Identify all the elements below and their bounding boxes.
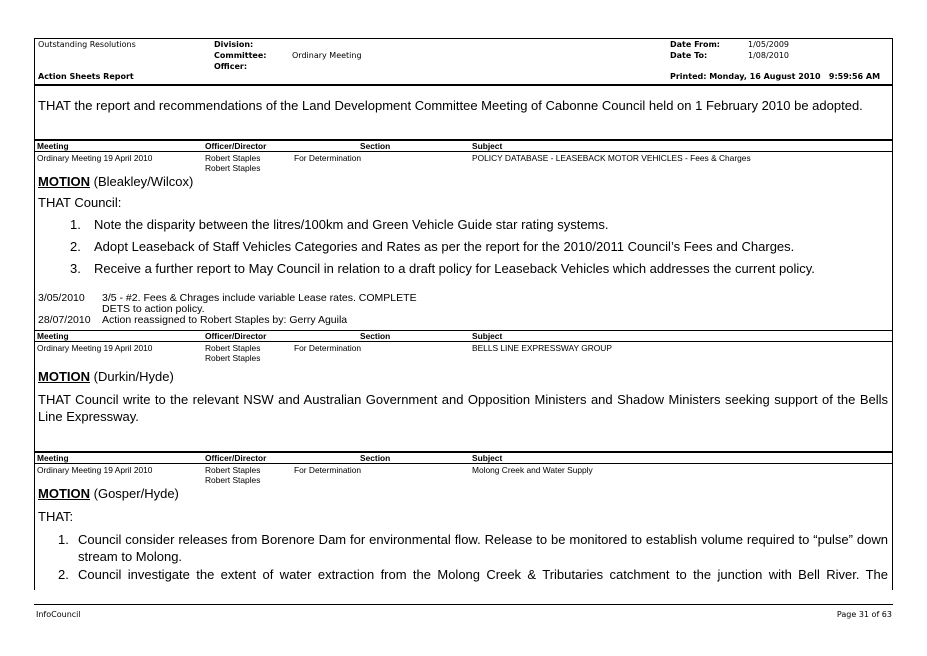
motion-body: THAT Council write to the relevant NSW and Australian Government and Opposition Ministers and Shadow Ministers seeking support of the Bells Line Expressway. <box>38 392 888 424</box>
motion-lead: THAT: <box>38 509 74 524</box>
col-header-meeting: Meeting <box>37 141 69 151</box>
item-officer: Robert Staples <box>205 465 261 475</box>
motion-heading: MOTION (Bleakley/Wilcox) <box>38 174 194 189</box>
date-to-label: Date To: <box>670 51 708 60</box>
action-date: 28/07/2010 <box>38 314 91 326</box>
committee-value: Ordinary Meeting <box>292 51 362 60</box>
item-subject: Molong Creek and Water Supply <box>472 465 593 475</box>
printed-stamp: Printed: Monday, 16 August 2010 9:59:56 AM <box>670 72 881 81</box>
col-header-meeting: Meeting <box>37 331 69 341</box>
footer-system: InfoCouncil <box>36 610 81 619</box>
action-text: Action reassigned to Robert Staples by: Gerry Aguila <box>102 314 348 326</box>
item-officer: Robert Staples <box>205 153 261 163</box>
col-header-subject: Subject <box>472 331 503 341</box>
committee-label: Committee: <box>214 51 267 60</box>
col-header-subject: Subject <box>472 141 503 151</box>
officer-label: Officer: <box>214 62 248 71</box>
col-header-meeting: Meeting <box>37 453 69 463</box>
col-header-officer: Officer/Director <box>205 331 267 341</box>
col-header-officer: Officer/Director <box>205 453 267 463</box>
col-header-section: Section <box>360 453 391 463</box>
item-section: For Determination <box>294 465 362 475</box>
item-director: Robert Staples <box>205 353 261 363</box>
intro-resolution: THAT the report and recommendations of the Land Development Committee Meeting of Cabonne Council held on 1 February 2010 be adopted. <box>38 98 863 113</box>
date-to-value: 1/08/2010 <box>748 51 790 60</box>
col-header-section: Section <box>360 141 391 151</box>
col-header-subject: Subject <box>472 453 503 463</box>
item-officer: Robert Staples <box>205 343 261 353</box>
motion-lead: THAT Council: <box>38 195 122 210</box>
report-name: Outstanding Resolutions <box>38 40 136 49</box>
col-header-officer: Officer/Director <box>205 141 267 151</box>
footer-page-number: Page 31 of 63 <box>836 610 892 619</box>
action-text: 3/5 - #2. Fees & Chrages include variable Lease rates. COMPLETE <box>102 292 417 304</box>
col-header-section: Section <box>360 331 391 341</box>
motion-heading: MOTION (Durkin/Hyde) <box>38 369 174 384</box>
item-meeting: Ordinary Meeting 19 April 2010 <box>37 465 153 475</box>
action-text-continued: DETS to action policy. <box>102 303 205 315</box>
item-section: For Determination <box>294 343 362 353</box>
date-from-value: 1/05/2009 <box>748 40 790 49</box>
item-meeting: Ordinary Meeting 19 April 2010 <box>37 343 153 353</box>
item-subject: BELLS LINE EXPRESSWAY GROUP <box>472 343 612 353</box>
action-date: 3/05/2010 <box>38 292 85 304</box>
motion-heading: MOTION (Gosper/Hyde) <box>38 486 179 501</box>
item-section: For Determination <box>294 153 362 163</box>
item-director: Robert Staples <box>205 163 261 173</box>
item-meeting: Ordinary Meeting 19 April 2010 <box>37 153 153 163</box>
report-header <box>34 38 893 84</box>
report-type: Action Sheets Report <box>38 72 134 81</box>
item-director: Robert Staples <box>205 475 261 485</box>
division-label: Division: <box>214 40 254 49</box>
item-subject: POLICY DATABASE - LEASEBACK MOTOR VEHICLES - Fees & Charges <box>472 153 751 163</box>
date-from-label: Date From: <box>670 40 721 49</box>
